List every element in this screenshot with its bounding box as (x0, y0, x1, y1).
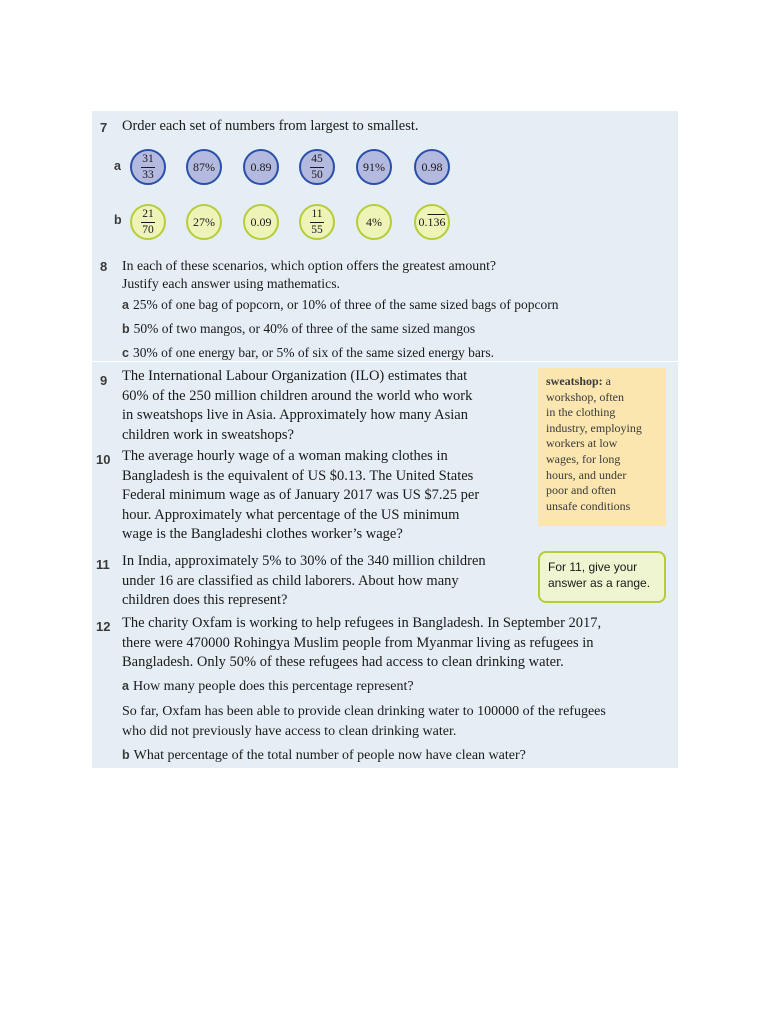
glossary-term: sweatshop: (546, 374, 603, 388)
question-10-text: The average hourly wage of a woman making clothes in Bangladesh is the equivalent of US $0.13. The United States Federal minimum wage as of January 2017 was US $7.25 per hour. Approximately what percentage of the US minimum wage is the Bangladeshi clothes worker’s wage? (122, 448, 480, 542)
glossary-note: sweatshop: a workshop, often in the clothing industry, employing workers at low wages, for long hours, and under poor and often unsafe conditions (538, 368, 666, 526)
exercise-page (92, 111, 678, 768)
question-12-text: The charity Oxfam is working to help refugees in Bangladesh. In September 2017, there were 470000 Rohingya Muslim people from Myanmar living as refugees in Bangladesh. Only 50% of these refugees had access to clean drinking water. (122, 615, 602, 670)
number-circle-b3: 0.09 (243, 204, 279, 240)
number-circle-a3: 0.89 (243, 149, 279, 185)
number-circle-a1: $\frac{31}{33}$ (130, 149, 166, 185)
question-7-number: 7 (100, 120, 108, 135)
row-a-label: a (114, 159, 121, 173)
question-10-number: 10 (96, 452, 111, 467)
row-b-label: b (114, 213, 122, 227)
number-circle-b5: 4% (356, 204, 392, 240)
question-9-number: 9 (100, 373, 108, 388)
number-circle-a4: $\frac{45}{50}$ (299, 149, 335, 185)
question-8-part-c: c 30% of one energy bar, or 5% of six of the same sized energy bars. (122, 345, 495, 360)
section-divider (92, 361, 678, 362)
number-circle-b4: $\frac{11}{55}$ (299, 204, 335, 240)
number-circle-a6: 0.98 (414, 149, 450, 185)
question-12-part-a: a How many people does this percentage represent? (122, 679, 414, 694)
question-8-number: 8 (100, 259, 108, 274)
question-8-parts (122, 293, 677, 365)
question-8-part-b: b 50% of two mangos, or 40% of three of the same sized mangos (122, 321, 476, 336)
question-12-middle: So far, Oxfam has been able to provide clean drinking water to 100000 of the refugees who did not previously have access to clean drinking water. (122, 704, 606, 739)
question-11-number: 11 (96, 557, 110, 572)
question-7-text: Order each set of numbers from largest to smallest. (122, 118, 419, 134)
number-circle-a5: 91% (356, 149, 392, 185)
hint-box: For 11, give your answer as a range. (538, 551, 666, 603)
number-circle-a2: 87% (186, 149, 222, 185)
question-11-text: In India, approximately 5% to 30% of the 340 million children under 16 are classified as child laborers. About how many children does this represent? (122, 553, 486, 608)
question-12-part-b: b What percentage of the total number of people now have clean water? (122, 748, 526, 763)
number-circle-b6: 0.136 (414, 204, 450, 240)
question-8-line2: Justify each answer using mathematics. (122, 276, 341, 291)
question-12-number: 12 (96, 619, 111, 634)
question-8-part-a: a 25% of one bag of popcorn, or 10% of three of the same sized bags of popcorn (122, 297, 559, 312)
number-circle-b2: 27% (186, 204, 222, 240)
number-circle-b1: $\frac{21}{70}$ (130, 204, 166, 240)
question-9-text: The International Labour Organization (ILO) estimates that 60% of the 250 million children around the world who work in sweatshops live in Asia. Approximately how many Asian children work in sweatshops? (122, 368, 473, 443)
question-8-line1: In each of these scenarios, which option offers the greatest amount? (122, 258, 497, 273)
